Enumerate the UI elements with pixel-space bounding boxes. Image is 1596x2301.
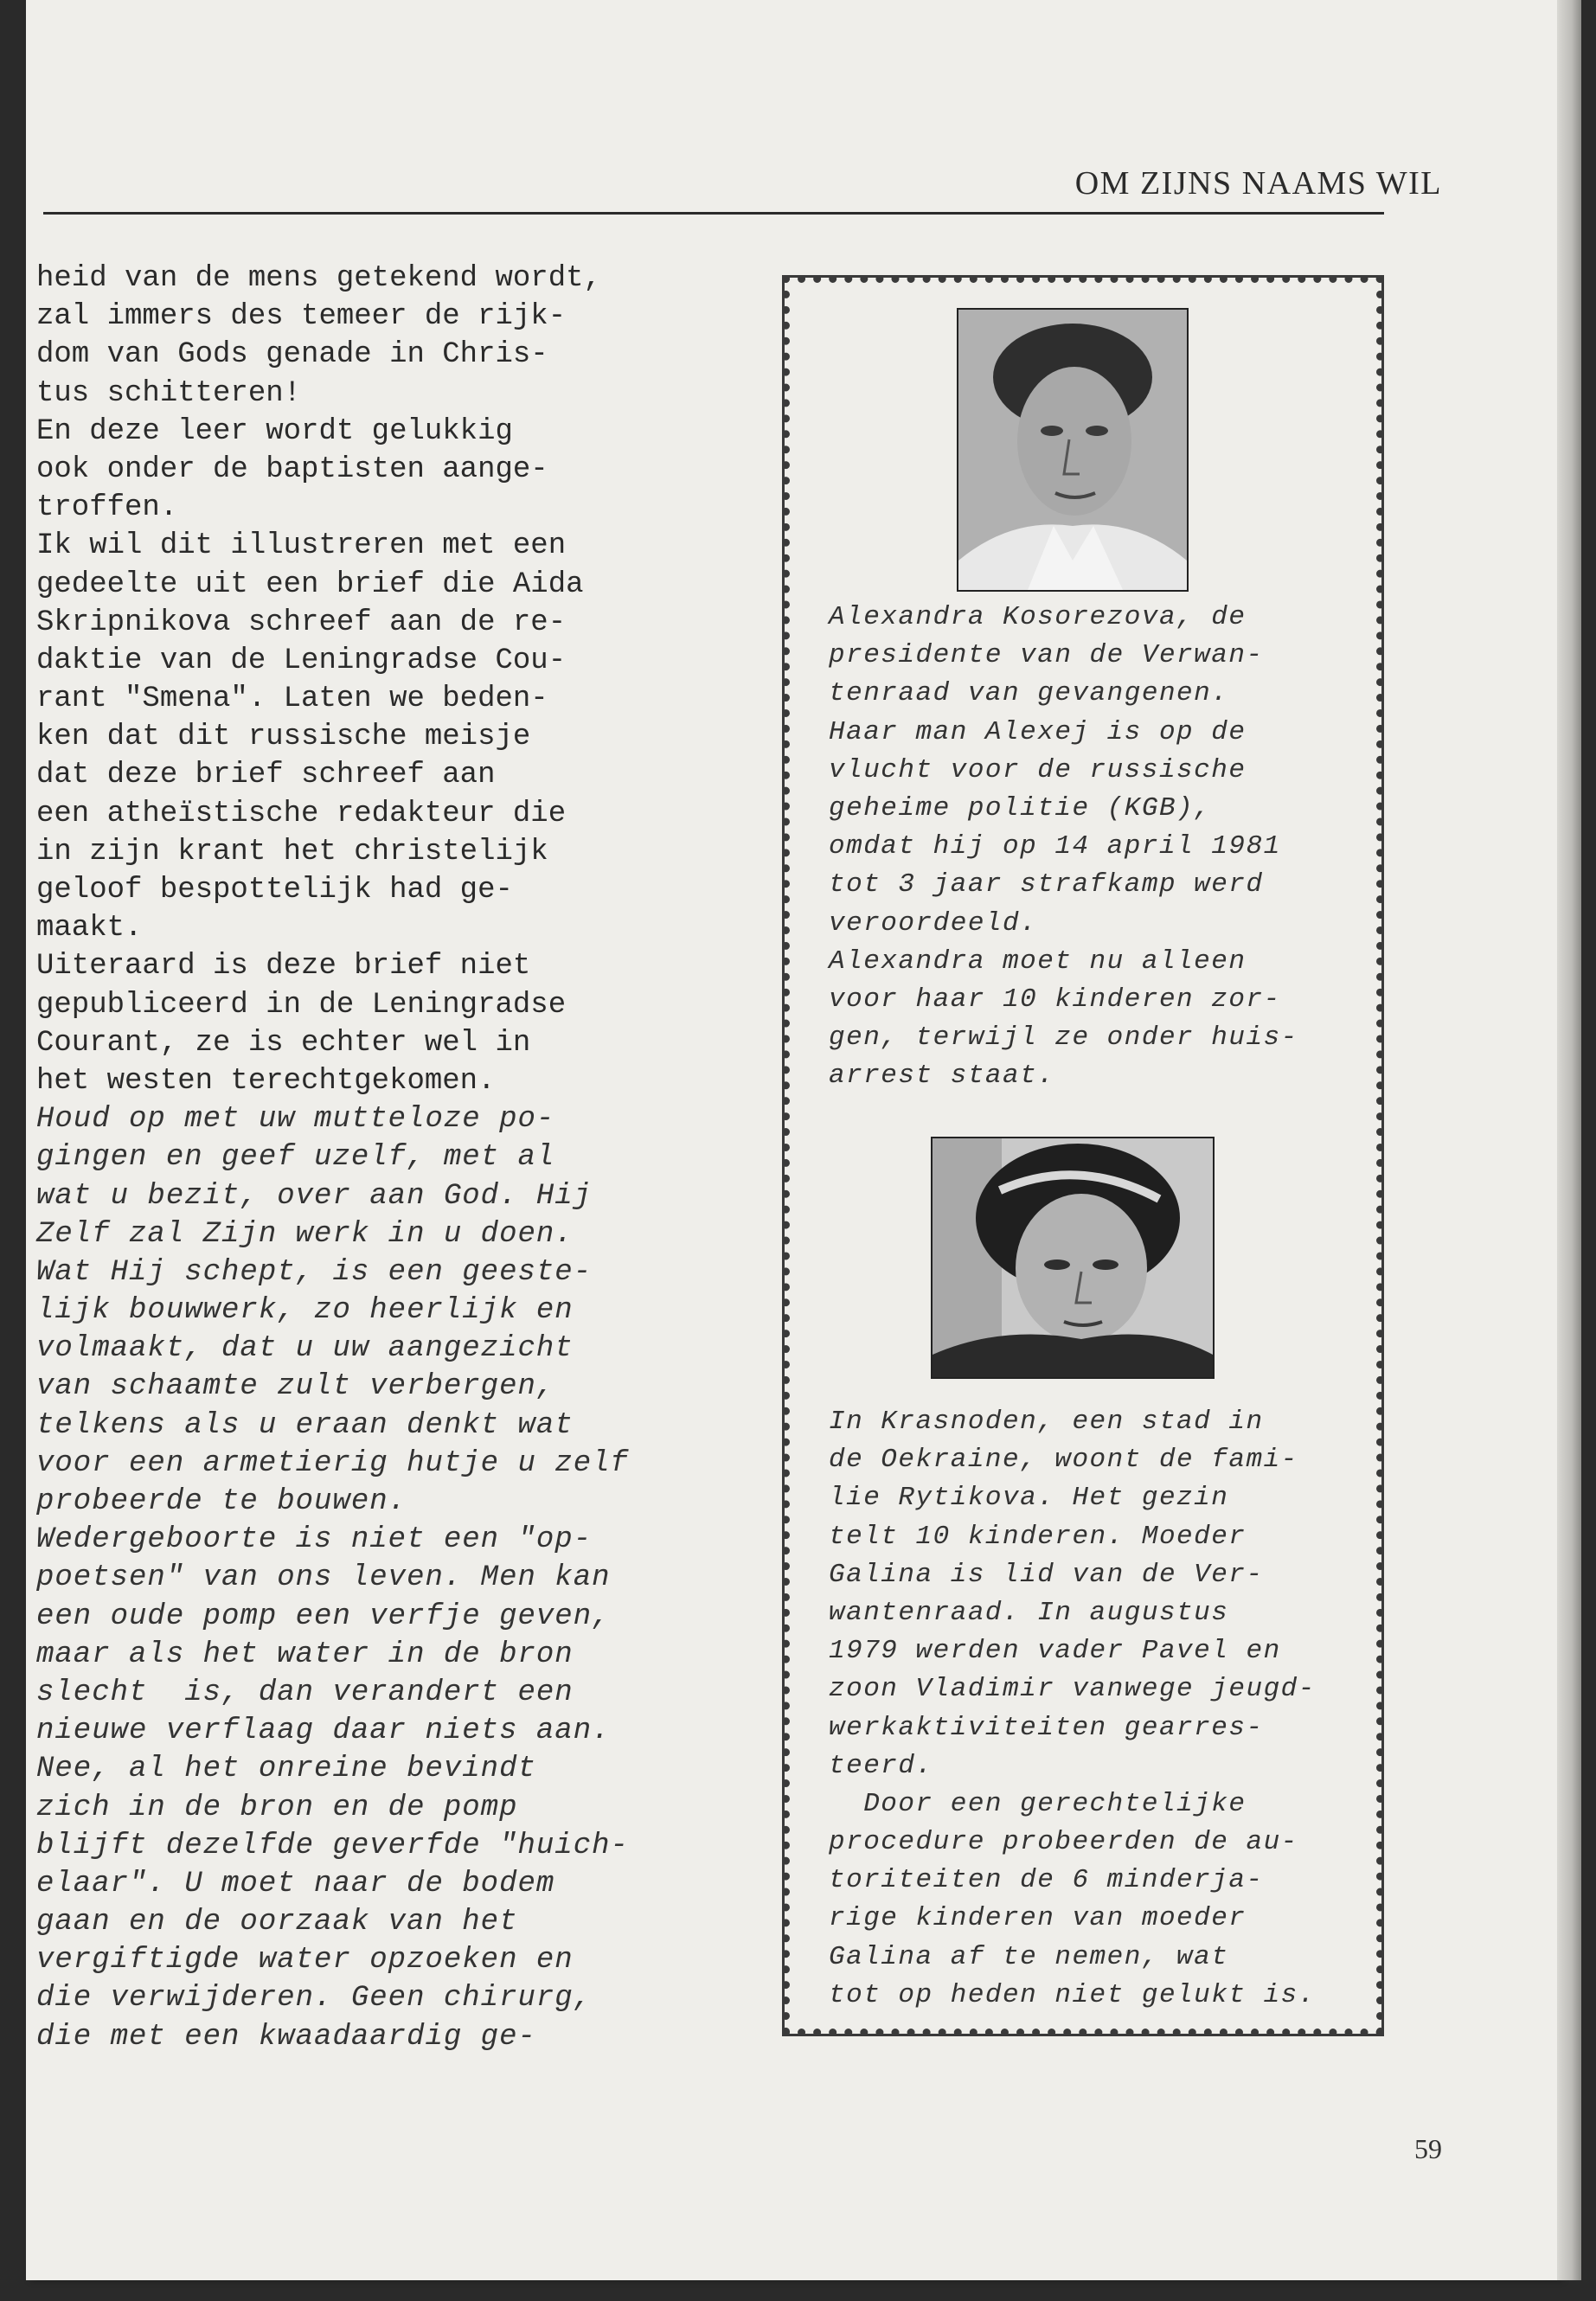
body-line: troffen.: [36, 491, 178, 525]
caption-line: lie Rytikova. Het gezin: [829, 1483, 1229, 1514]
caption-rytikova-family: [829, 1403, 1382, 2015]
caption-line: Haar man Alexej is op de: [829, 716, 1247, 747]
caption-line: presidente van de Verwan-: [829, 640, 1264, 671]
body-line: dat deze brief schreef aan: [36, 759, 496, 792]
caption-line: teerd.: [829, 1750, 933, 1781]
body-line: geloof bespottelijk had ge-: [36, 874, 513, 907]
quote-line: volmaakt, dat u uw aangezicht: [36, 1332, 574, 1366]
body-line: En deze leer wordt gelukkig: [36, 414, 513, 448]
quote-line: voor een armetierig hutje u zelf: [36, 1446, 629, 1480]
quote-line: Houd op met uw mutteloze po-: [36, 1103, 555, 1137]
quote-line: Wat Hij schept, is een geeste-: [36, 1255, 593, 1289]
caption-line: Door een gerechtelijke: [829, 1788, 1247, 1819]
quote-line: die verwijderen. Geen chirurg,: [36, 1982, 593, 2016]
caption-line: Alexandra Kosorezova, de: [829, 602, 1247, 632]
body-line: daktie van de Leningradse Cou-: [36, 644, 567, 677]
quote-line: van schaamte zult verbergen,: [36, 1370, 555, 1404]
caption-line: arrest staat.: [829, 1061, 1055, 1092]
caption-line: werkaktiviteiten gearres-: [829, 1712, 1264, 1743]
portrait-illustration: [958, 310, 1187, 590]
quote-line: vergiftigde water opzoeken en: [36, 1944, 574, 1977]
caption-line: tot op heden niet gelukt is.: [829, 1979, 1316, 2010]
caption-line: wantenraad. In augustus: [829, 1597, 1229, 1628]
caption-line: telt 10 kinderen. Moeder: [829, 1521, 1247, 1552]
quote-line: lijk bouwwerk, zo heerlijk en: [36, 1294, 574, 1328]
quote-line: gingen en geef uzelf, met al: [36, 1141, 555, 1175]
caption-line: voor haar 10 kinderen zor-: [829, 984, 1281, 1015]
caption-line: vlucht voor de russische: [829, 754, 1247, 785]
body-line: gedeelte uit een brief die Aida: [36, 567, 584, 601]
quote-line: een oude pomp een verfje geven,: [36, 1599, 611, 1633]
quote-line: wat u bezit, over aan God. Hij: [36, 1179, 593, 1213]
quote-line: gaan en de oorzaak van het: [36, 1906, 518, 1939]
caption-line: Galina is lid van de Ver-: [829, 1559, 1264, 1590]
body-line: Skripnikova schreef aan de re-: [36, 606, 567, 639]
portrait-illustration: [933, 1138, 1213, 1377]
body-line: een atheïstische redakteur die: [36, 797, 567, 830]
caption-line: In Krasnoden, een stad in: [829, 1407, 1264, 1437]
quote-line: zich in de bron en de pomp: [36, 1791, 518, 1824]
quote-line: maar als het water in de bron: [36, 1638, 574, 1671]
header-rule: [43, 212, 1384, 215]
quote-line: elaar". U moet naar de bodem: [36, 1867, 555, 1900]
body-line: Uiteraard is deze brief niet: [36, 950, 531, 984]
quote-line: poetsen" van ons leven. Men kan: [36, 1561, 611, 1595]
quote-line: telkens als u eraan denkt wat: [36, 1408, 574, 1442]
caption-line: Alexandra moet nu alleen: [829, 945, 1247, 977]
portrait-photo-alexandra: [957, 308, 1189, 592]
quote-line: probeerde te bouwen.: [36, 1485, 407, 1518]
quote-line: Nee, al het onreine bevindt: [36, 1753, 536, 1786]
quote-line: blijft dezelfde geverfde "huich-: [36, 1829, 629, 1862]
caption-line: veroordeeld.: [829, 907, 1038, 939]
body-line: gepubliceerd in de Leningradse: [36, 988, 567, 1022]
body-line: het westen terechtgekomen.: [36, 1064, 496, 1098]
quote-line: die met een kwaadaardig ge-: [36, 2020, 536, 2054]
body-line: zal immers des temeer de rijk-: [36, 300, 567, 334]
page-number: 59: [1414, 2133, 1442, 2164]
body-line: tus schitteren!: [36, 376, 302, 410]
caption-line: 1979 werden vader Pavel en: [829, 1636, 1281, 1667]
caption-line: gen, terwijl ze onder huis-: [829, 1022, 1298, 1054]
quote-line: slecht is, dan verandert een: [36, 1676, 574, 1709]
quote-line: Zelf zal Zijn werk in u doen.: [36, 1217, 574, 1251]
running-header-title: OM ZIJNS NAAMS WIL: [1074, 165, 1442, 202]
body-line: ken dat dit russische meisje: [36, 721, 531, 754]
page-spine-edge: [1557, 0, 1581, 2280]
body-line: in zijn krant het christelijk: [36, 835, 548, 868]
body-line: dom van Gods genade in Chris-: [36, 338, 548, 372]
caption-line: zoon Vladimir vanwege jeugd-: [829, 1674, 1316, 1705]
caption-line: de Oekraine, woont de fami-: [829, 1445, 1298, 1476]
body-line: maakt.: [36, 912, 143, 945]
body-line: Courant, ze is echter wel in: [36, 1026, 531, 1060]
caption-line: tenraad van gevangenen.: [829, 678, 1229, 709]
body-line: rant "Smena". Laten we beden-: [36, 683, 548, 716]
body-line: heid van de mens getekend wordt,: [36, 262, 601, 295]
quote-line: Wedergeboorte is niet een "op-: [36, 1523, 593, 1557]
caption-line: procedure probeerden de au-: [829, 1827, 1298, 1858]
left-column-text: [36, 260, 720, 2056]
caption-line: Galina af te nemen, wat: [829, 1941, 1229, 1972]
caption-line: rige kinderen van moeder: [829, 1903, 1247, 1934]
body-line: ook onder de baptisten aange-: [36, 452, 548, 486]
caption-line: omdat hij op 14 april 1981: [829, 831, 1281, 862]
quote-line: nieuwe verflaag daar niets aan.: [36, 1715, 611, 1748]
caption-line: tot 3 jaar strafkamp werd: [829, 869, 1264, 901]
caption-line: toriteiten de 6 minderja-: [829, 1865, 1264, 1896]
portrait-photo-galina: [931, 1137, 1215, 1379]
body-line: Ik wil dit illustreren met een: [36, 529, 567, 563]
caption-line: geheime politie (KGB),: [829, 792, 1212, 824]
caption-alexandra: [829, 599, 1382, 1095]
